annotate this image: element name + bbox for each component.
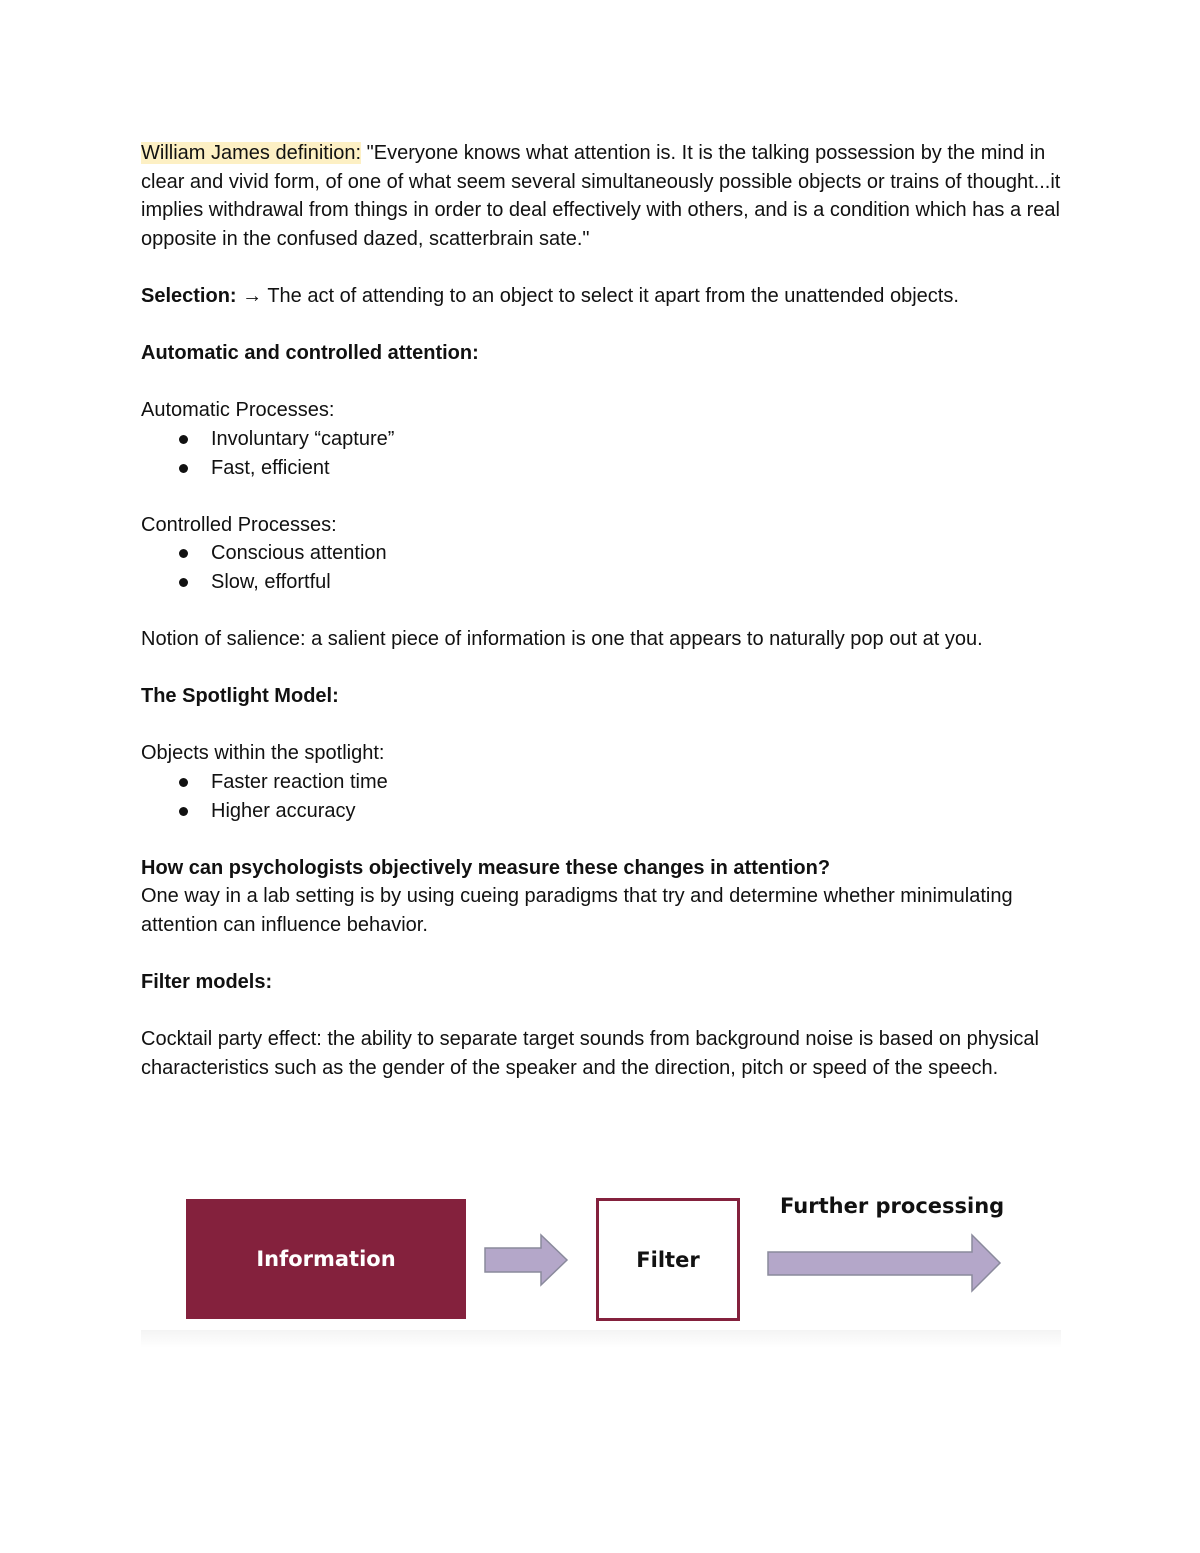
automatic-processes-title: Automatic Processes: [141, 399, 335, 422]
filter-models-heading: Filter models: [141, 971, 273, 994]
arrow-icon [767, 1234, 1003, 1294]
salience-paragraph: Notion of salience: a salient piece of information is one that appears to naturally pop out at you. [141, 628, 983, 651]
list-item: Conscious attention [141, 539, 1061, 568]
measure-heading: How can psychologists objectively measure these changes in attention? [141, 856, 831, 879]
document-body [141, 139, 1061, 1083]
selection-label: Selection: [141, 284, 237, 307]
controlled-processes-list [141, 539, 1061, 596]
automatic-controlled-heading: Automatic and controlled attention: [141, 342, 479, 365]
filter-box [596, 1198, 740, 1321]
diagram-shadow [141, 1330, 1061, 1348]
list-item: Higher accuracy [141, 797, 1061, 826]
definition-label: William James definition: [141, 142, 362, 164]
list-item: Slow, effortful [141, 568, 1061, 597]
spotlight-heading: The Spotlight Model: [141, 685, 339, 708]
further-processing-label: Further processing [780, 1194, 1005, 1218]
list-item: Faster reaction time [141, 768, 1061, 797]
information-box [186, 1199, 466, 1319]
information-label: Information [256, 1247, 396, 1271]
list-item: Fast, efficient [141, 454, 1061, 483]
selection-text: → The act of attending to an object to select it apart from the unattended objects. [236, 284, 959, 307]
filter-model-diagram [141, 1180, 1061, 1350]
automatic-processes-list [141, 425, 1061, 482]
cocktail-party-paragraph: Cocktail party effect: the ability to separate target sounds from background noise is based on physical characteristics such as the gender of the speaker and the direction, pitch or speed of the speech. [141, 1028, 1039, 1079]
list-item: Involuntary “capture” [141, 425, 1061, 454]
arrow-icon [484, 1234, 569, 1286]
selection-paragraph [141, 282, 1061, 311]
spotlight-intro: Objects within the spotlight: [141, 742, 385, 765]
controlled-processes-title: Controlled Processes: [141, 513, 337, 536]
spotlight-list [141, 768, 1061, 825]
measure-paragraph: One way in a lab setting is by using cueing paradigms that try and determine whether minimulating attention can influence behavior. [141, 885, 1013, 937]
definition-text: "Everyone knows what attention is. It is the talking possession by the mind in clear and vivid form, of one of what seem several simultaneously possible objects or trains of thought...it implies withdrawal from things in order to deal effectively with others, and is a condition which has a real opposite in the confused dazed, scatterbrain sate." [141, 142, 1061, 250]
definition-paragraph [141, 139, 1061, 253]
filter-label: Filter [636, 1247, 700, 1272]
